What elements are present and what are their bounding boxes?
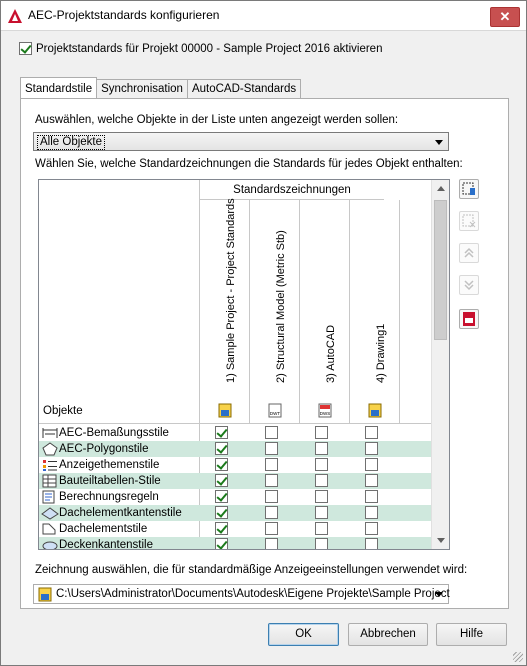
project-drawing-icon	[218, 403, 232, 418]
drawing-checkbox[interactable]	[315, 506, 328, 519]
drawing-column-2	[250, 200, 300, 423]
drawing-checkbox[interactable]	[215, 522, 228, 535]
double-chevron-up-icon	[460, 244, 478, 262]
project-drawing-icon	[38, 587, 52, 602]
object-row-label: Dachelementkantenstile	[59, 507, 182, 519]
drawing-checkbox[interactable]	[215, 538, 228, 550]
drawing-column-label: 2) Structural Model (Metric Stb)	[274, 230, 287, 383]
report-button[interactable]	[459, 309, 479, 329]
object-row[interactable]	[39, 505, 431, 521]
svg-text:DWS: DWS	[319, 411, 331, 416]
filter-selected-value: Alle Objekte	[37, 135, 105, 150]
dwt-file-icon	[268, 403, 282, 418]
drawing-checkbox[interactable]	[265, 442, 278, 455]
drawing-checkbox[interactable]	[315, 442, 328, 455]
drawing-checkbox[interactable]	[265, 458, 278, 471]
drawing-column-1	[200, 200, 250, 423]
autocad-app-icon	[7, 8, 23, 24]
drawing-checkbox[interactable]	[215, 458, 228, 471]
chevron-down-icon[interactable]	[435, 140, 443, 145]
drawing-checkbox[interactable]	[265, 490, 278, 503]
object-row-label: Anzeigethemenstile	[59, 459, 160, 471]
drawing-checkbox[interactable]	[315, 490, 328, 503]
remove-drawing-button[interactable]	[459, 211, 479, 231]
calculation-rule-icon	[41, 490, 59, 504]
object-row[interactable]	[39, 457, 431, 473]
object-row-label: AEC-Bemaßungsstile	[59, 427, 169, 439]
drawing-column-label: 4) Drawing1	[374, 323, 387, 383]
drawing-checkbox[interactable]	[215, 506, 228, 519]
object-row-label: Deckenkantenstile	[59, 539, 153, 550]
drawing-column-label: 3) AutoCAD	[324, 324, 337, 383]
project-drawing-icon	[368, 403, 382, 418]
slab-edge-icon	[41, 538, 59, 550]
drawing-checkbox[interactable]	[265, 522, 278, 535]
drawing-checkbox[interactable]	[365, 458, 378, 471]
tab-autocad-standards[interactable]: AutoCAD-Standards	[187, 79, 301, 98]
drawing-checkbox[interactable]	[265, 506, 278, 519]
title-bar	[1, 1, 526, 31]
object-row-label: Bauteiltabellen-Stile	[59, 475, 161, 487]
tab-panel	[20, 98, 509, 609]
drawing-column-3	[300, 200, 350, 423]
default-drawing-dropdown[interactable]	[33, 584, 449, 604]
drawing-checkbox[interactable]	[365, 490, 378, 503]
default-drawing-label: Zeichnung auswählen, die für standardmäßige Anzeigeeinstellungen verwendet wird:	[35, 564, 468, 576]
drawing-checkbox[interactable]	[265, 474, 278, 487]
add-drawing-button[interactable]	[459, 179, 479, 199]
object-row[interactable]	[39, 473, 431, 489]
drawing-checkbox[interactable]	[315, 474, 328, 487]
move-up-button[interactable]	[459, 243, 479, 263]
enable-standards-checkbox[interactable]	[19, 42, 32, 55]
object-row-label: Dachelementstile	[59, 523, 148, 535]
roof-slab-icon	[41, 522, 59, 536]
close-button[interactable]: ✕	[490, 7, 520, 27]
roof-slab-edge-icon	[41, 506, 59, 520]
ok-button[interactable]: OK	[268, 623, 339, 646]
drawings-label: Wählen Sie, welche Standardzeichnungen die Standards für jedes Objekt enthalten:	[35, 158, 463, 170]
drawing-checkbox[interactable]	[315, 458, 328, 471]
object-row[interactable]	[39, 537, 431, 550]
drawing-column-label: 1) Sample Project - Project Standards	[224, 198, 237, 383]
add-drawing-icon	[460, 180, 478, 198]
resize-grip[interactable]	[513, 652, 523, 662]
drawing-checkbox[interactable]	[365, 522, 378, 535]
object-filter-dropdown[interactable]	[33, 132, 449, 151]
object-row[interactable]	[39, 489, 431, 505]
tab-standardstile[interactable]: Standardstile	[20, 77, 97, 98]
object-row[interactable]	[39, 441, 431, 457]
drawing-checkbox[interactable]	[315, 426, 328, 439]
object-row-label: AEC-Polygonstile	[59, 443, 149, 455]
object-row-label: Berechnungsregeln	[59, 491, 159, 503]
standards-grid	[38, 179, 450, 550]
tab-synchronisation[interactable]: Synchronisation	[96, 79, 188, 98]
svg-text:DWT: DWT	[269, 411, 281, 416]
vertical-scrollbar[interactable]	[431, 180, 449, 549]
dimension-style-icon	[41, 426, 59, 440]
drawing-checkbox[interactable]	[215, 490, 228, 503]
drawing-checkbox[interactable]	[365, 442, 378, 455]
drawing-checkbox[interactable]	[315, 522, 328, 535]
scroll-thumb[interactable]	[434, 200, 447, 340]
drawing-checkbox[interactable]	[215, 442, 228, 455]
drawing-checkbox[interactable]	[365, 426, 378, 439]
tab-strip	[20, 79, 300, 98]
drawing-column-4	[350, 200, 400, 423]
grid-divider	[39, 423, 431, 424]
drawing-checkbox[interactable]	[265, 426, 278, 439]
drawing-checkbox[interactable]	[265, 538, 278, 550]
default-drawing-value: C:\Users\Administrator\Documents\Autodesk\Eigene Projekte\Sample Project	[56, 588, 450, 600]
filter-label: Auswählen, welche Objekte in der Liste unten angezeigt werden sollen:	[35, 114, 399, 126]
cancel-button[interactable]: Abbrechen	[348, 623, 428, 646]
move-down-button[interactable]	[459, 275, 479, 295]
group-header: Standardszeichnungen	[200, 180, 384, 200]
scroll-up-icon[interactable]	[432, 180, 449, 197]
drawing-checkbox[interactable]	[215, 426, 228, 439]
enable-standards-row[interactable]	[19, 42, 382, 55]
object-row[interactable]	[39, 521, 431, 537]
enable-standards-label: Projektstandards für Projekt 00000 - Sample Project 2016 aktivieren	[36, 42, 383, 55]
objects-column-header: Objekte	[43, 405, 83, 417]
drawing-checkbox[interactable]	[365, 474, 378, 487]
remove-drawing-icon	[460, 212, 478, 230]
polygon-style-icon	[41, 442, 59, 456]
display-theme-icon	[41, 458, 59, 472]
schedule-table-icon	[41, 474, 59, 488]
dws-file-icon	[318, 403, 332, 418]
help-button[interactable]: Hilfe	[436, 623, 507, 646]
window-title: AEC-Projektstandards konfigurieren	[28, 8, 220, 22]
chevron-down-icon[interactable]	[435, 592, 443, 597]
drawing-checkbox[interactable]	[365, 506, 378, 519]
scroll-down-icon[interactable]	[432, 532, 449, 549]
drawing-checkbox[interactable]	[215, 474, 228, 487]
report-icon	[460, 310, 478, 328]
double-chevron-down-icon	[460, 276, 478, 294]
object-row[interactable]	[39, 425, 431, 441]
drawing-checkbox[interactable]	[365, 538, 378, 550]
drawing-checkbox[interactable]	[315, 538, 328, 550]
